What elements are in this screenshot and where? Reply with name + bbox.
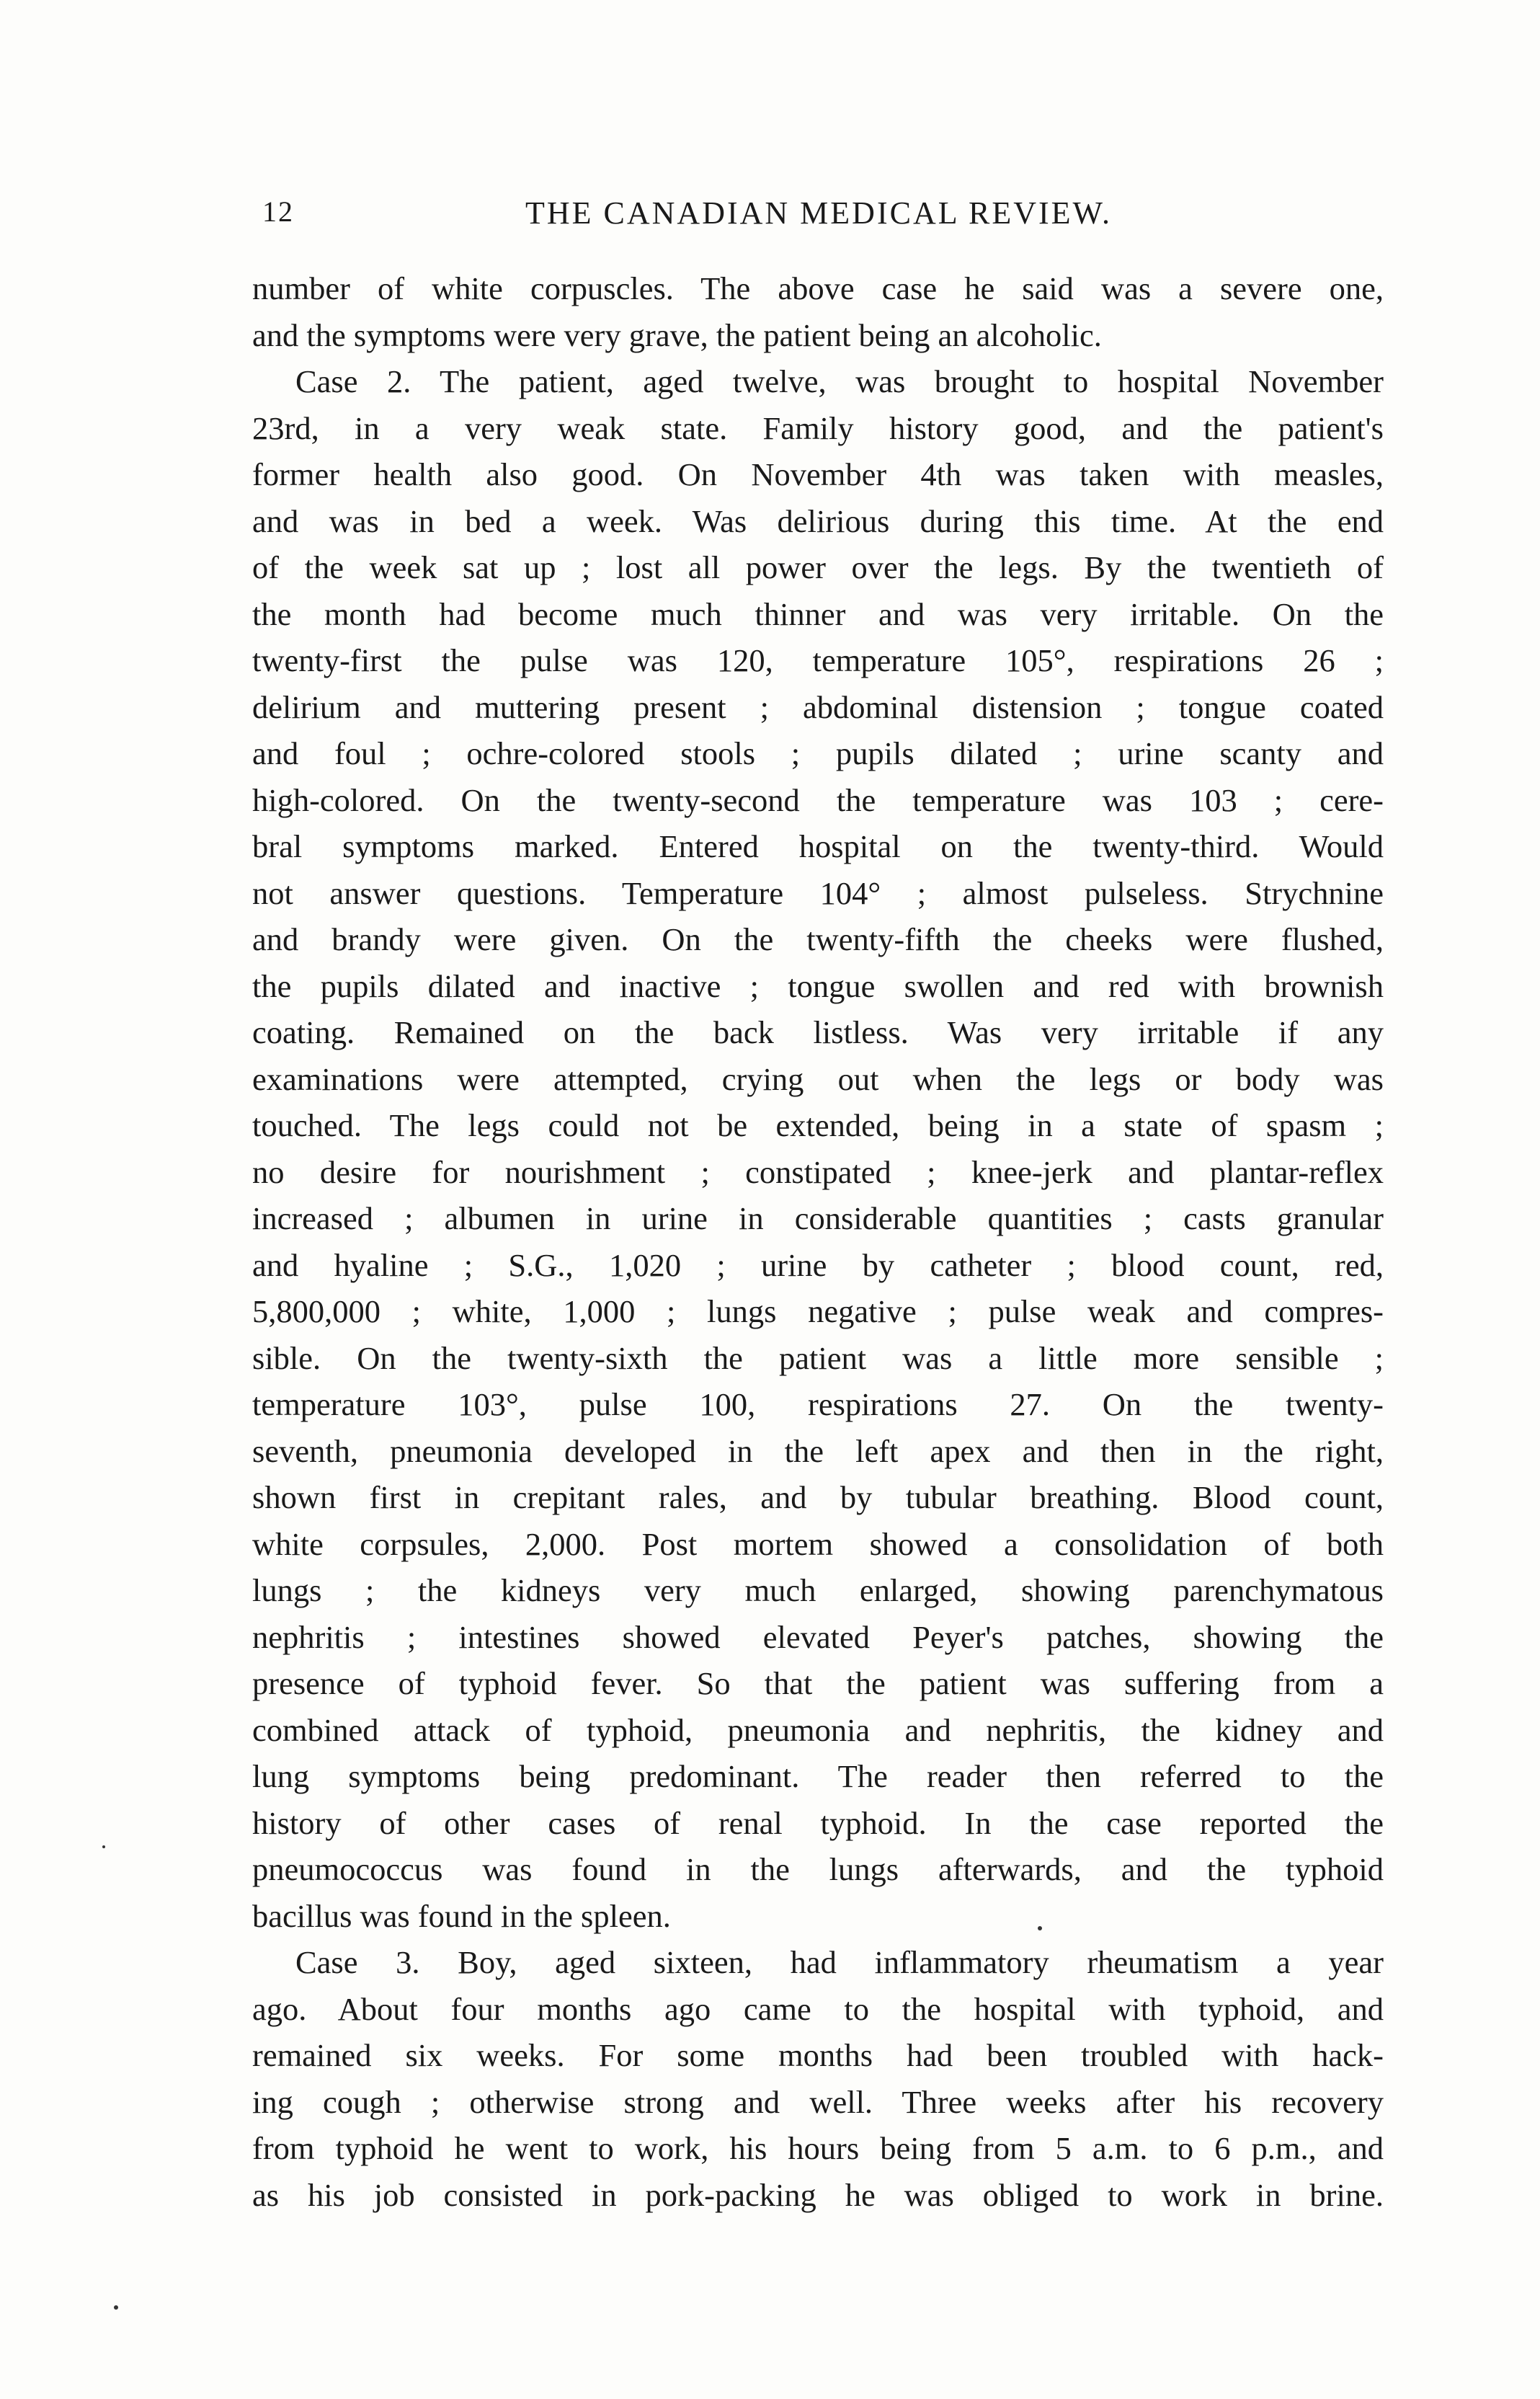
ink-speck [114,2305,118,2310]
body-line: and brandy were given. On the twenty-fifth the cheeks were flushed, [252,921,1384,957]
article-body [252,265,1384,2218]
ink-speck [102,1845,105,1848]
body-line: the month had become much thinner and was very irritable. On the [252,595,1384,632]
journal-title: THE CANADIAN MEDICAL REVIEW. [525,195,1112,231]
body-line: sible. On the twenty-sixth the patient was a little more sensible ; [252,1339,1384,1376]
body-line: not answer questions. Temperature 104° ; almost pulseless. Strychnine [252,874,1384,911]
body-line: from typhoid he went to work, his hours being from 5 a.m. to 6 p.m., and [252,2130,1384,2166]
body-line: former health also good. On November 4th was taken with measles, [252,456,1384,492]
body-line: remained six weeks. For some months had been troubled with hack- [252,2037,1384,2073]
body-line: seventh, pneumonia developed in the left apex and then in the right, [252,1432,1384,1469]
case-3-paragraph-start: Case 3. Boy, aged sixteen, had inflammatory rheumatism a year [295,1944,1384,1980]
body-line: examinations were attempted, crying out when the legs or body was [252,1060,1384,1097]
body-line: the pupils dilated and inactive ; tongue swollen and red with brownish [252,967,1384,1004]
case-2-paragraph-start: Case 2. The patient, aged twelve, was brought to hospital November [295,363,1384,399]
page-number: 12 [262,195,294,228]
body-line: and the symptoms were very grave, the patient being an alcoholic. [252,316,1102,353]
body-line: bral symptoms marked. Entered hospital on the twenty-third. Would [252,828,1384,864]
body-line: no desire for nourishment ; constipated ; knee-jerk and plantar-reflex [252,1153,1384,1190]
body-line: white corpsules, 2,000. Post mortem showed a consolidation of both [252,1525,1384,1562]
body-line: lungs ; the kidneys very much enlarged, showing parenchymatous [252,1572,1384,1608]
body-line: ing cough ; otherwise strong and well. Three weeks after his recovery [252,2083,1384,2120]
body-line: presence of typhoid fever. So that the patient was suffering from a [252,1665,1384,1701]
body-line: coating. Remained on the back listless. Was very irritable if any [252,1014,1384,1050]
body-line: as his job consisted in pork-packing he was obliged to work in brine. [252,2176,1384,2213]
body-line: touched. The legs could not be extended, being in a state of spasm ; [252,1107,1384,1143]
body-line: of the week sat up ; lost all power over the legs. By the twentieth of [252,549,1384,585]
body-line: bacillus was found in the spleen. [252,1897,671,1934]
body-line: pneumococcus was found in the lungs afterwards, and the typhoid [252,1851,1384,1887]
body-line: nephritis ; intestines showed elevated Peyer's patches, showing the [252,1618,1384,1655]
running-head [254,195,1384,238]
ink-speck [1038,1926,1042,1930]
body-line: delirium and muttering present ; abdominal distension ; tongue coated [252,688,1384,725]
body-line: and was in bed a week. Was delirious during this time. At the end [252,502,1384,539]
body-line: temperature 103°, pulse 100, respirations 27. On the twenty- [252,1386,1384,1422]
body-line: increased ; albumen in urine in considerable quantities ; casts granular [252,1200,1384,1236]
body-line: and hyaline ; S.G., 1,020 ; urine by catheter ; blood count, red, [252,1246,1384,1283]
body-line: ago. About four months ago came to the hospital with typhoid, and [252,1990,1384,2027]
body-line: and foul ; ochre-colored stools ; pupils dilated ; urine scanty and [252,735,1384,771]
body-line: 5,800,000 ; white, 1,000 ; lungs negative ; pulse weak and compres- [252,1293,1384,1329]
body-line: high-colored. On the twenty-second the temperature was 103 ; cere- [252,781,1384,818]
body-line: history of other cases of renal typhoid. In the case reported the [252,1804,1384,1841]
body-line: lung symptoms being predominant. The reader then referred to the [252,1758,1384,1794]
body-line: twenty-first the pulse was 120, temperature 105°, respirations 26 ; [252,642,1384,678]
body-line: combined attack of typhoid, pneumonia and nephritis, the kidney and [252,1711,1384,1748]
body-line: 23rd, in a very weak state. Family history good, and the patient's [252,409,1384,446]
body-line: number of white corpuscles. The above case he said was a severe one, [252,270,1384,306]
body-line: shown first in crepitant rales, and by tubular breathing. Blood count, [252,1479,1384,1515]
